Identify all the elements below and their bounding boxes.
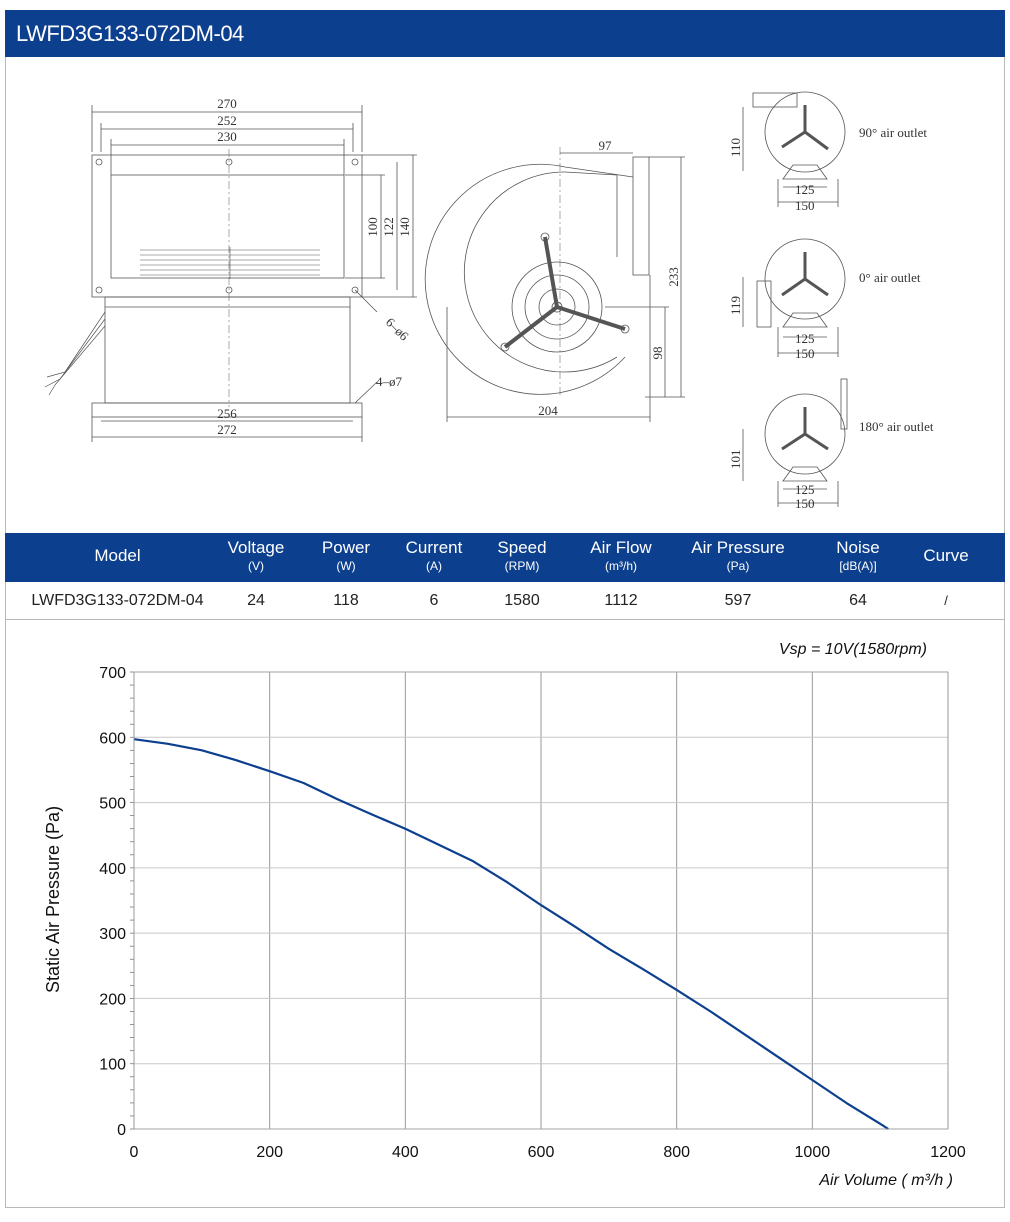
cell-noise: 64 [849, 592, 867, 609]
cell-air-flow: 1112 [604, 592, 638, 609]
grid-layer [134, 672, 948, 1129]
cell-current: 6 [429, 592, 439, 609]
chart-svg [5, 621, 1005, 1207]
header-speed: Speed (RPM) [497, 538, 547, 573]
spec-table-header [5, 533, 1005, 582]
dim-140: 140 [397, 217, 412, 237]
outlet-180-w2: 150 [795, 496, 815, 511]
spec-table-row [5, 582, 1005, 620]
dim-230: 230 [217, 129, 237, 144]
header-power: Power (W) [321, 538, 371, 573]
dim-100: 100 [365, 217, 380, 237]
y-axis-label: Static Air Pressure (Pa) [43, 805, 63, 993]
outlet-0-height: 119 [728, 295, 743, 315]
technical-drawing [5, 57, 1005, 533]
title-bar [5, 10, 1005, 57]
outlet-180-height: 101 [728, 449, 743, 469]
page-title: LWFD3G133-072DM-04 [16, 21, 244, 46]
series-layer [134, 739, 888, 1129]
cell-air-pressure: 597 [724, 592, 752, 609]
y-tick-label: 500 [99, 795, 126, 813]
outlet-90-height: 110 [728, 137, 743, 157]
y-tick-label: 100 [99, 1056, 126, 1074]
outlet-0-w1: 125 [795, 331, 815, 346]
front-view [45, 105, 417, 442]
dim-204: 204 [538, 403, 558, 418]
cell-curve: / [944, 593, 948, 608]
dim-270: 270 [217, 96, 237, 111]
outlet-0-w2: 150 [795, 346, 815, 361]
holes-6: 6–ø6 [382, 314, 412, 344]
tick-layer [99, 665, 966, 1161]
y-tick-label: 700 [99, 665, 126, 682]
dim-233: 233 [666, 267, 681, 287]
outlet-0-label: 0° air outlet [859, 270, 921, 285]
dim-122: 122 [381, 217, 396, 237]
outlet-90-w1: 125 [795, 182, 815, 197]
x-tick-label: 800 [663, 1144, 691, 1161]
outlet-180-w1: 125 [795, 482, 815, 497]
performance-chart [5, 621, 1005, 1207]
x-tick-label: 400 [391, 1144, 419, 1161]
header-curve: Curve [923, 546, 969, 565]
header-voltage: Voltage (V) [227, 538, 285, 573]
holes-4: 4–ø7 [376, 374, 402, 389]
x-tick-label: 1000 [794, 1144, 831, 1161]
chart-annotation: Vsp = 10V(1580rpm) [778, 641, 927, 658]
y-tick-label: 0 [117, 1122, 126, 1139]
y-tick-label: 200 [99, 991, 126, 1009]
x-tick-label: 200 [256, 1144, 284, 1161]
cell-voltage: 24 [247, 592, 265, 609]
x-tick-label: 600 [527, 1144, 555, 1161]
dim-98: 98 [650, 346, 665, 360]
outlet-90-w2: 150 [795, 198, 815, 213]
series-line [134, 739, 888, 1129]
dim-252: 252 [217, 113, 237, 128]
outlet-variant-0 [743, 239, 845, 357]
header-model: Model [94, 546, 141, 565]
y-tick-label: 300 [99, 926, 126, 944]
outlet-90-label: 90° air outlet [859, 125, 928, 140]
drawing-svg [5, 57, 1005, 533]
cell-speed: 1580 [504, 592, 540, 609]
y-tick-label: 600 [99, 730, 126, 748]
y-tick-label: 400 [99, 860, 126, 878]
header-air-flow: Air Flow (m³/h) [590, 538, 652, 573]
header-current: Current (A) [405, 538, 463, 573]
cell-power: 118 [333, 592, 359, 609]
header-noise: Noise [dB(A)] [836, 538, 880, 573]
side-view [425, 147, 685, 422]
x-tick-label: 1200 [930, 1144, 966, 1161]
x-axis-label: Air Volume ( m³/h ) [819, 1172, 953, 1189]
header-air-pressure: Air Pressure (Pa) [691, 538, 785, 573]
x-tick-label: 0 [129, 1144, 139, 1161]
outlet-variant-90 [743, 92, 845, 207]
dim-272: 272 [217, 422, 237, 437]
dim-256: 256 [217, 406, 237, 421]
dim-97: 97 [598, 138, 612, 153]
outlet-180-label: 180° air outlet [859, 419, 934, 434]
cell-model: LWFD3G133-072DM-04 [31, 592, 204, 609]
